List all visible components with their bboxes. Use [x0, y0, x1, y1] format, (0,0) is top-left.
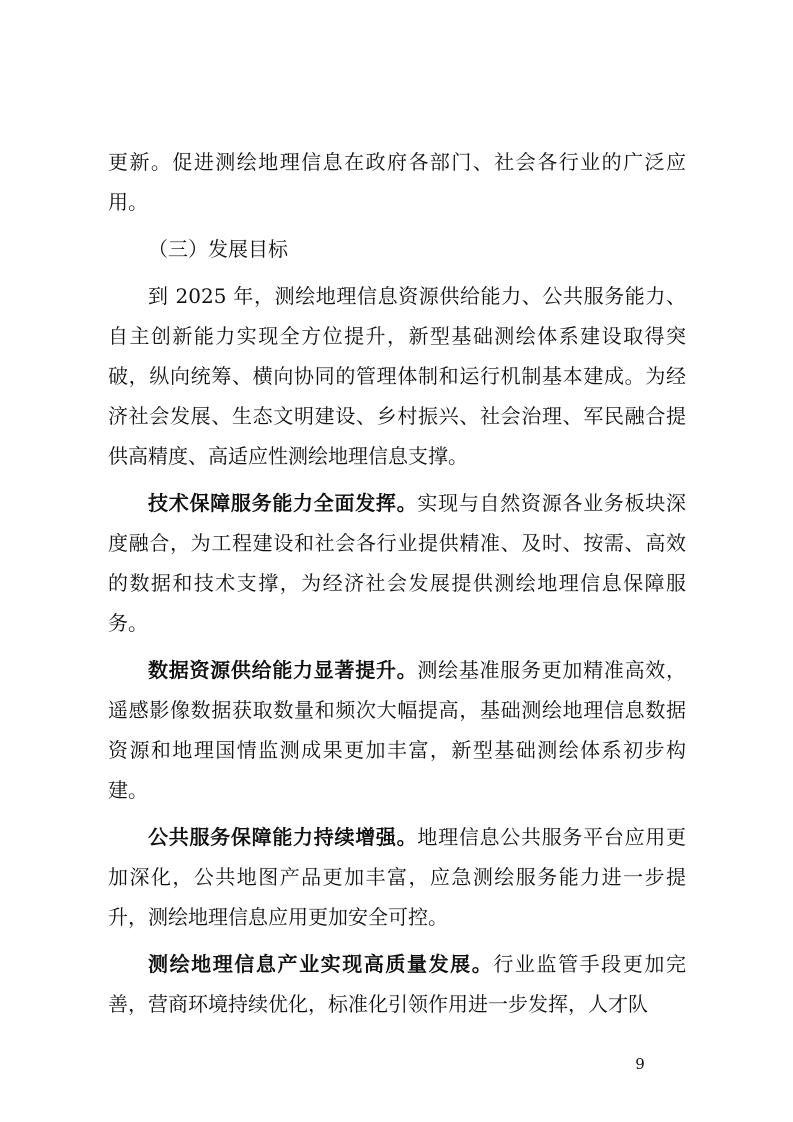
- paragraph-text: 更新。促进测绘地理信息在政府各部门、社会各行业的广泛应用。: [108, 150, 686, 214]
- paragraph-text: 实现与自然资源各业务板块深度融合，为工程建设和社会各行业提供精准、及时、按需、高效的数据和技术支撑，为经济社会发展提供测绘地理信息保障服务。: [108, 491, 687, 635]
- paragraph-lead: 数据资源供给能力显著提升。: [148, 658, 418, 682]
- paragraph-text: 到 2025 年，测绘地理信息资源供给能力、公共服务能力、自主创新能力实现全方位提升，新型基础测绘体系建设取得突破，纵向统筹、横向协同的管理体制和运行机制基本建成。为经济社会发展、生态文明建设、乡村振兴、社会治理、军民融合提供高精度、高适应性测绘地理信息支撑。: [108, 284, 686, 468]
- paragraph-lead: 公共服务保障能力持续增强。: [148, 825, 418, 849]
- page-number: 9: [635, 1055, 645, 1073]
- paragraph-overall-goal: [108, 276, 686, 476]
- paragraph-industry: [108, 944, 686, 1024]
- paragraph-tech-support: [108, 483, 686, 643]
- section-heading: [108, 229, 686, 269]
- paragraph-text: 行业监管手段更加完善，营商环境持续优化，标准化引领作用进一步发挥，人才队: [108, 952, 687, 1016]
- paragraph-text: 地理信息公共服务平台应用更加深化，公共地图产品更加丰富，应急测绘服务能力进一步提升，测绘地理信息应用更加安全可控。: [108, 825, 687, 929]
- paragraph-text: 测绘基准服务更加精准高效，遥感影像数据获取数量和频次大幅提高，基础测绘地理信息数据资源和地理国情监测成果更加丰富，新型基础测绘体系初步构建。: [108, 658, 687, 802]
- paragraph-lead: 测绘地理信息产业实现高质量发展。: [148, 952, 494, 976]
- section-heading-text: （三）发展目标: [148, 237, 288, 261]
- paragraph-data-resources: [108, 650, 686, 810]
- paragraph-public-service: [108, 817, 686, 937]
- body-text: [108, 142, 686, 1024]
- paragraph-lead: 技术保障服务能力全面发挥。: [148, 491, 418, 515]
- paragraph-continuation: [108, 142, 686, 222]
